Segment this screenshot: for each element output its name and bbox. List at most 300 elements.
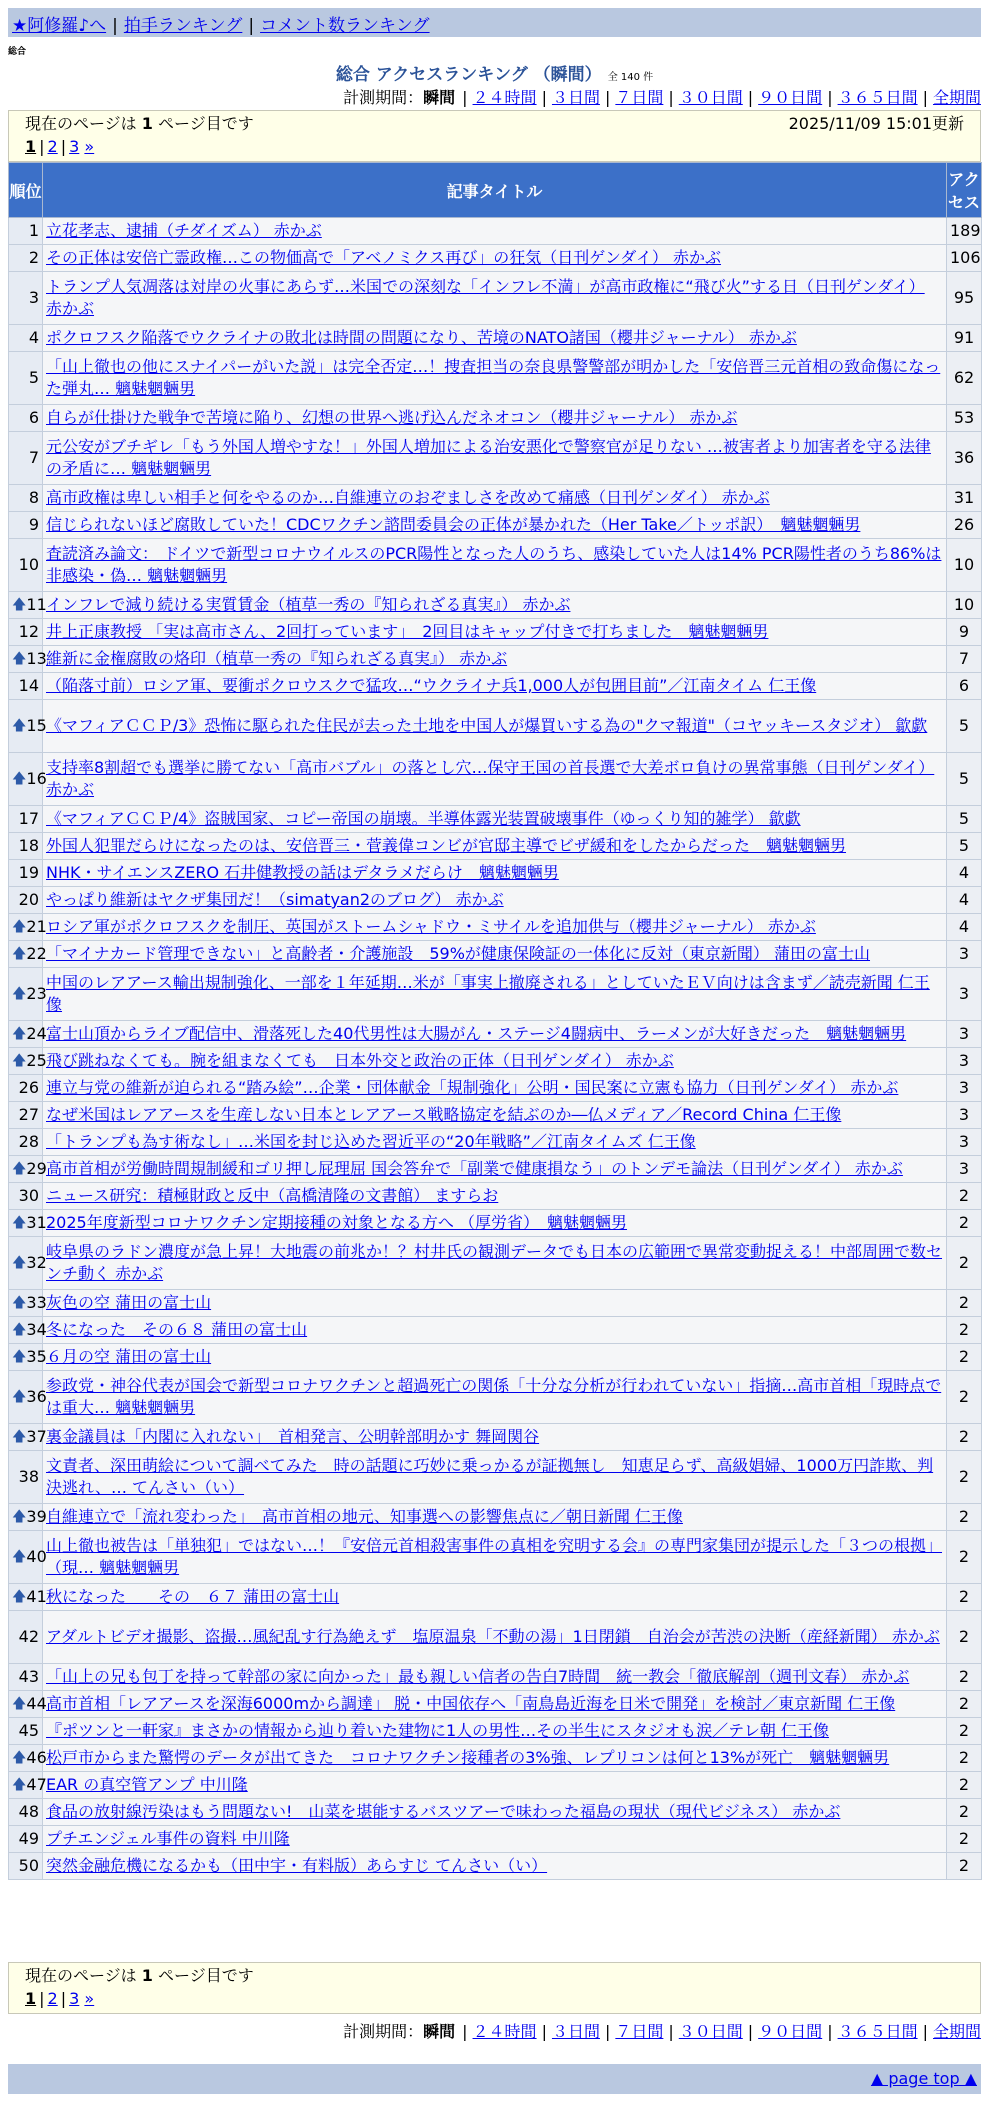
article-title-link[interactable]: 突然金融危機になるかも（田中宇・有料版）あらすじ てんさい（い） (46, 1856, 548, 1875)
rank-up-arrow-icon: 🡅 (12, 986, 27, 1002)
period-link[interactable]: ３０日間 (678, 88, 743, 107)
access-count: 2 (947, 1853, 982, 1880)
title-cell (43, 1371, 947, 1424)
article-title-link[interactable]: （陥落寸前）ロシア軍、要衝ポクロウスクで猛攻…“ウクライナ兵1,000人が包囲目前”／江南タイム 仁王像 (46, 676, 817, 695)
article-title-link[interactable]: 信じられないほど腐敗していた！CDCワクチン諮問委員会の正体が暴かれた（Her Take／トッポ訳） 魑魅魍魎男 (46, 515, 861, 534)
page-status-prefix: 現在のページは (25, 114, 142, 133)
article-title-link[interactable]: 《マフィアＣＣＰ/4》盗賊国家、コピー帝国の崩壊。半導体露光装置破壊事件（ゆっくり知的雑学） 歙歔 (46, 809, 801, 828)
rank-column-header: 順位 (9, 163, 43, 218)
access-count: 95 (947, 272, 982, 325)
table-row (9, 218, 982, 245)
title-cell (43, 1021, 947, 1048)
access-count: 2 (947, 1772, 982, 1799)
article-title-link[interactable]: 査読済み論文： ドイツで新型コロナウイルスのPCR陽性となった人のうち、感染していた人は14% PCR陽性者のうち86%は非感染・偽… 魑魅魍魎男 (46, 544, 942, 585)
rank-cell (9, 1237, 47, 1290)
access-count: 2 (947, 1424, 982, 1451)
access-count: 2 (947, 1504, 982, 1531)
rank-cell (9, 1826, 43, 1853)
rank-number: 3 (28, 288, 39, 307)
separator: | (827, 88, 833, 107)
rank-number: 24 (26, 1024, 47, 1043)
rank-up-arrow-icon: 🡅 (12, 1255, 27, 1271)
rank-number: 32 (26, 1253, 47, 1272)
access-count: 2 (947, 1237, 982, 1290)
title-cell (43, 887, 947, 914)
access-count: 5 (947, 806, 982, 833)
rank-cell (9, 833, 43, 860)
separator: | (922, 2022, 928, 2041)
article-title-link[interactable]: ６月の空 蒲田の富士山 (46, 1347, 212, 1366)
article-title-link[interactable]: 高市首相「レアアースを深海6000mから調達」 脱・中国依存へ「南鳥島近海を日米で開発」を検討／東京新聞 仁王像 (46, 1694, 896, 1713)
period-current: 瞬間 (423, 2022, 456, 2041)
rank-cell (9, 539, 43, 592)
rank-up-arrow-icon: 🡅 (12, 718, 27, 734)
rank-up-arrow-icon: 🡅 (12, 1349, 27, 1365)
next-page-link[interactable]: » (84, 137, 95, 156)
page-status (25, 1965, 964, 1987)
title-cell (43, 539, 947, 592)
rank-number: 39 (26, 1507, 47, 1526)
rank-cell (9, 352, 43, 405)
rank-number: 40 (26, 1547, 47, 1566)
article-title-link[interactable]: なぜ米国はレアアースを生産しない日本とレアアース戦略協定を結ぶのか―仏メディア／Record China 仁王像 (46, 1105, 842, 1124)
article-title-link[interactable]: 「山上徹也の他にスナイパーがいた説」は完全否定…！捜査担当の奈良県警警部が明かした「安倍晋三元首相の致命傷になった弾丸… 魑魅魍魎男 (46, 357, 941, 398)
rank-cell (9, 1691, 47, 1718)
title-cell (43, 1826, 947, 1853)
home-link[interactable]: ★阿修羅♪へ (12, 16, 107, 36)
title-cell (43, 1718, 947, 1745)
access-count: 53 (947, 405, 982, 432)
rank-number: 33 (26, 1293, 47, 1312)
title-cell (43, 1531, 947, 1584)
rank-cell (9, 941, 47, 968)
access-count: 2 (947, 1718, 982, 1745)
rank-number: 12 (18, 622, 39, 641)
rank-cell (9, 1156, 47, 1183)
page-status-number: 1 (141, 1966, 153, 1985)
title-column-header: 記事タイトル (43, 163, 947, 218)
rank-cell (9, 1611, 43, 1664)
title-cell (43, 1317, 947, 1344)
title-cell (43, 1584, 947, 1611)
rank-cell (9, 1210, 47, 1237)
comment-ranking-link[interactable]: コメント数ランキング (260, 16, 430, 36)
period-link[interactable]: ３日間 (551, 2022, 600, 2041)
rank-cell (9, 1102, 43, 1129)
article-title-link[interactable]: その正体は安倍亡霊政権…この物価高で「アベノミクス再び」の狂気（日刊ゲンダイ） 赤かぶ (46, 248, 722, 267)
article-title-link[interactable]: 立花孝志、逮捕（チダイズム） 赤かぶ (46, 221, 322, 240)
title-cell (43, 941, 947, 968)
rank-number: 16 (26, 769, 47, 788)
article-title-link[interactable]: 元公安がブチギレ「もう外国人増やすな！」外国人増加による治安悪化で警察官が足りない …被害者より加害者を守る法律の矛盾に… 魑魅魍魎男 (46, 437, 931, 478)
access-count: 91 (947, 325, 982, 352)
ranking-title: 総合 アクセスランキング （瞬間） (335, 65, 602, 85)
table-row (9, 539, 982, 592)
access-count: 2 (947, 1584, 982, 1611)
article-title-link[interactable]: 2025年度新型コロナワクチン定期接種の対象となる方へ （厚労省） 魑魅魍魎男 (46, 1213, 628, 1232)
rank-cell (9, 485, 43, 512)
article-title-link[interactable]: 高市政権は卑しい相手と何をやるのか…自維連立のおぞましさを改めて痛感（日刊ゲンダイ） 赤かぶ (46, 488, 770, 507)
article-title-link[interactable]: 支持率8割超でも選挙に勝てない「高市バブル」の落とし穴…保守王国の首長選で大差ボロ負けの異常事態（日刊ゲンダイ） 赤かぶ (46, 758, 935, 799)
table-row (9, 806, 982, 833)
article-title-link[interactable]: 灰色の空 蒲田の富士山 (46, 1293, 212, 1312)
table-row (9, 1021, 982, 1048)
rank-number: 38 (18, 1467, 39, 1486)
table-row (9, 1237, 982, 1290)
article-title-link[interactable]: 《マフィアＣＣＰ/3》恐怖に駆られた住民が去った土地を中国人が爆買いする為の"クマ報道"（コヤッキースタジオ） 歙歔 (46, 716, 928, 735)
separator: | (604, 88, 611, 107)
article-title-link[interactable]: ロシア軍がポクロフスクを制圧、英国がストームシャドウ・ミサイルを追加供与（櫻井ジャーナル） 赤かぶ (46, 917, 816, 936)
article-title-link[interactable]: インフレで減り続ける実質賃金（植草一秀の『知られざる真実』） 赤かぶ (46, 595, 571, 614)
table-row (9, 1156, 982, 1183)
rank-cell (9, 1075, 43, 1102)
access-count: 2 (947, 1826, 982, 1853)
rank-cell (9, 1504, 47, 1531)
access-count: 2 (947, 1371, 982, 1424)
period-link[interactable]: ２４時間 (472, 2022, 537, 2041)
article-title-link[interactable]: 岐阜県のラドン濃度が急上昇！大地震の前兆か！？村井氏の観測データでも日本の広範囲で異常変動捉える！中部周囲で数センチ動く 赤かぶ (46, 1242, 943, 1283)
access-count: 3 (947, 1021, 982, 1048)
ranking-table (8, 162, 982, 1880)
rank-cell (9, 1290, 47, 1317)
rank-cell (9, 1021, 47, 1048)
access-count: 5 (947, 753, 982, 806)
rank-cell (9, 245, 43, 272)
rank-up-arrow-icon: 🡅 (12, 1509, 27, 1525)
access-count: 3 (947, 1102, 982, 1129)
separator: | (462, 88, 468, 107)
table-row (9, 1718, 982, 1745)
title-cell (43, 1210, 947, 1237)
period-link[interactable]: ２４時間 (472, 88, 537, 107)
rank-cell (9, 1317, 47, 1344)
rank-cell (9, 218, 43, 245)
period-link[interactable]: 全期間 (932, 2022, 981, 2041)
table-row (9, 1531, 982, 1584)
rank-cell (9, 1718, 43, 1745)
access-count: 26 (947, 512, 982, 539)
rank-up-arrow-icon: 🡅 (12, 1026, 27, 1042)
title-cell (43, 1183, 947, 1210)
period-link[interactable]: ７日間 (615, 2022, 664, 2041)
access-count: 36 (947, 432, 982, 485)
separator: | (462, 2022, 468, 2041)
title-cell (43, 860, 947, 887)
category-label: 総合 (8, 47, 27, 57)
article-title-link[interactable]: 参政党・神谷代表が国会で新型コロナワクチンと超過死亡の関係「十分な分析が行われていない」指摘…高市首相「現時点では重大… 魑魅魍魎男 (46, 1376, 942, 1417)
table-row (9, 1853, 982, 1880)
rank-up-arrow-icon: 🡅 (12, 1053, 27, 1069)
article-title-link[interactable]: 秋になった その ６７ 蒲田の富士山 (46, 1587, 340, 1606)
rank-number: 7 (28, 448, 39, 467)
rank-number: 30 (18, 1186, 39, 1205)
table-row (9, 1424, 982, 1451)
title-cell (43, 592, 947, 619)
article-title-link[interactable]: 食品の放射線汚染はもう問題ない! 山菜を堪能するバスツアーで味わった福島の現状（現代ビジネス） 赤かぶ (46, 1802, 841, 1821)
rank-number: 17 (18, 809, 39, 828)
rank-cell (9, 806, 43, 833)
table-row (9, 1290, 982, 1317)
separator: | (922, 88, 928, 107)
rank-up-arrow-icon: 🡅 (12, 1696, 27, 1712)
article-title-link[interactable]: 外国人犯罪だらけになったのは、安倍晋三・菅義偉コンビが官邸主導でビザ緩和をしたからだった 魑魅魍魎男 (46, 836, 847, 855)
table-row (9, 432, 982, 485)
access-count: 2 (947, 1317, 982, 1344)
rank-cell (9, 1853, 43, 1880)
table-row (9, 1584, 982, 1611)
period-link[interactable]: ３６５日間 (837, 88, 918, 107)
title-cell (43, 432, 947, 485)
title-cell (43, 1075, 947, 1102)
period-link[interactable]: ９０日間 (758, 2022, 823, 2041)
rank-number: 1 (28, 221, 39, 240)
article-title-link[interactable]: 中国のレアアース輸出規制強化、一部を１年延期…米が「事実上撤廃される」としていたＥＶ向けは含まず／読売新聞 仁王像 (46, 973, 930, 1014)
access-count: 4 (947, 887, 982, 914)
title-cell (43, 1504, 947, 1531)
title-cell (43, 914, 947, 941)
access-count: 4 (947, 914, 982, 941)
separator: | (668, 88, 674, 107)
article-title-link[interactable]: 維新に金権腐敗の烙印（植草一秀の『知られざる真実』） 赤かぶ (46, 649, 508, 668)
rank-cell (9, 753, 47, 806)
rank-up-arrow-icon: 🡅 (12, 1777, 27, 1793)
current-page: 1 (25, 137, 37, 156)
article-title-link[interactable]: トランプ人気凋落は対岸の火事にあらず…米国での深刻な「インフレ不満」が高市政権に“飛び火”する日（日刊ゲンダイ） 赤かぶ (46, 277, 925, 318)
rank-number: 44 (26, 1694, 47, 1713)
rank-cell (9, 1745, 47, 1772)
table-row (9, 887, 982, 914)
title-cell (43, 619, 947, 646)
title-cell (43, 325, 947, 352)
rank-cell (9, 887, 43, 914)
title-cell (43, 968, 947, 1021)
article-title-link[interactable]: 文責者、深田萌絵について調べてみた 時の話題に巧妙に乗っかるが証拠無し 知恵足らず、高級娼婦、1000万円詐欺、判決逃れ、… てんさい（い） (46, 1456, 934, 1497)
period-link[interactable]: ３０日間 (678, 2022, 743, 2041)
table-row (9, 405, 982, 432)
access-count: 31 (947, 485, 982, 512)
article-title-link[interactable]: 山上徹也被告は「単独犯」ではない…！『安倍元首相殺害事件の真相を究明する会』の専門家集団が提示した「３つの根拠」（現… 魑魅魍魎男 (46, 1536, 943, 1577)
table-row (9, 673, 982, 700)
footer-bar (8, 2064, 981, 2094)
updated-timestamp: 2025/11/09 15:01更新 (788, 114, 964, 133)
rank-cell (9, 1584, 47, 1611)
page-top-link[interactable]: ▲ page top ▲ (870, 2069, 977, 2088)
separator: | (827, 2022, 833, 2041)
rank-number: 27 (18, 1105, 39, 1124)
access-count: 2 (947, 1344, 982, 1371)
article-title-link[interactable]: ニュース研究：積極財政と反中（高橋清隆の文書館） ますらお (46, 1186, 499, 1205)
page-link[interactable]: 2 (47, 1989, 58, 2008)
table-row (9, 1451, 982, 1504)
separator: | (60, 137, 67, 156)
page-link[interactable]: 3 (69, 137, 80, 156)
table-row (9, 619, 982, 646)
access-count: 2 (947, 1611, 982, 1664)
access-count: 2 (947, 1183, 982, 1210)
access-count: 10 (947, 539, 982, 592)
article-title-link[interactable]: やっぱり維新はヤクザ集団だ！（simatyan2のブログ） 赤かぶ (46, 890, 504, 909)
article-title-link[interactable]: 裏金議員は「内閣に入れない」 首相発言、公明幹部明かす 舞岡関谷 (46, 1427, 540, 1446)
table-row (9, 1664, 982, 1691)
title-cell (43, 1799, 947, 1826)
rank-number: 49 (18, 1829, 39, 1848)
access-count: 3 (947, 968, 982, 1021)
rank-number: 23 (26, 984, 47, 1003)
applause-ranking-link[interactable]: 拍手ランキング (123, 16, 243, 36)
rank-number: 15 (26, 716, 47, 735)
separator: | (541, 2022, 547, 2041)
title-cell (43, 1290, 947, 1317)
article-title-link[interactable]: 「山上の兄も包丁を持って幹部の家に向かった」最も親しい信者の告白7時間 統一教会「徹底解剖（週刊文春） 赤かぶ (46, 1667, 910, 1686)
title-cell (43, 673, 947, 700)
title-cell (43, 646, 947, 673)
rank-number: 9 (28, 515, 39, 534)
access-count: 7 (947, 646, 982, 673)
access-count: 3 (947, 1048, 982, 1075)
page-title (8, 60, 981, 85)
article-title-link[interactable]: 自らが仕掛けた戦争で苦境に陥り、幻想の世界へ逃げ込んだネオコン（櫻井ジャーナル） 赤かぶ (46, 408, 738, 427)
table-row (9, 1772, 982, 1799)
rank-cell (9, 646, 47, 673)
article-title-link[interactable]: 冬になった その６８ 蒲田の富士山 (46, 1320, 308, 1339)
rank-cell (9, 619, 43, 646)
period-label: 計測期間： (343, 88, 424, 107)
rank-number: 35 (26, 1347, 47, 1366)
table-row (9, 833, 982, 860)
page-status-suffix: ページ目です (152, 1966, 254, 1985)
article-title-link[interactable]: 飛び跳ねなくても。腕を組まなくても 日本外交と政治の正体（日刊ゲンダイ） 赤かぶ (46, 1051, 674, 1070)
access-count: 2 (947, 1745, 982, 1772)
access-count: 3 (947, 1156, 982, 1183)
table-row (9, 352, 982, 405)
rank-cell (9, 673, 43, 700)
article-title-link[interactable]: 井上正康教授 「実は高市さん、2回打っています」 2回目はキャップ付きで打ちました 魑魅魍魎男 (46, 622, 769, 641)
period-link[interactable]: ７日間 (615, 88, 664, 107)
table-row (9, 1826, 982, 1853)
period-link[interactable]: ９０日間 (758, 88, 823, 107)
total-count: 全 140 件 (607, 72, 654, 83)
table-row (9, 1210, 982, 1237)
article-title-link[interactable]: EAR の真空管アンプ 中川隆 (46, 1775, 248, 1794)
rank-number: 10 (18, 555, 39, 574)
access-count: 2 (947, 1290, 982, 1317)
article-title-link[interactable]: 『ポツンと一軒家』まさかの情報から辿り着いた建物に1人の男性…その半生にスタジオも涙／テレ朝 仁王像 (46, 1721, 829, 1740)
article-title-link[interactable]: 松戸市からまた驚愕のデータが出てきた コロナワクチン接種者の3%強、レプリコンは何と13%が死亡 魑魅魍魎男 (46, 1748, 890, 1767)
rank-cell (9, 1451, 43, 1504)
pagination-top (25, 135, 964, 159)
period-link[interactable]: ３日間 (551, 88, 600, 107)
rank-up-arrow-icon: 🡅 (12, 1750, 27, 1766)
rank-number: 6 (28, 408, 39, 427)
table-row (9, 1344, 982, 1371)
article-title-link[interactable]: 高市首相が労働時間規制緩和ゴリ押し屁理屈 国会答弁で「副業で健康損なう」のトンデモ論法（日刊ゲンダイ） 赤かぶ (46, 1159, 903, 1178)
page-link[interactable]: 3 (69, 1989, 80, 2008)
rank-number: 45 (18, 1721, 39, 1740)
separator: | (39, 137, 45, 156)
separator: | (747, 2022, 754, 2041)
rank-cell (9, 272, 43, 325)
rank-cell (9, 1371, 47, 1424)
article-title-link[interactable]: プチエンジェル事件の資料 中川隆 (46, 1829, 290, 1848)
rank-number: 20 (18, 890, 39, 909)
table-row (9, 1745, 982, 1772)
title-cell (43, 1611, 947, 1664)
period-link[interactable]: ３６５日間 (837, 2022, 918, 2041)
rank-number: 29 (26, 1159, 47, 1178)
rank-number: 18 (18, 836, 39, 855)
rank-number: 41 (26, 1587, 47, 1606)
access-count: 2 (947, 1691, 982, 1718)
rank-cell (9, 325, 43, 352)
title-cell (43, 1237, 947, 1290)
rank-number: 19 (18, 863, 39, 882)
rank-cell (9, 1129, 43, 1156)
table-row (9, 646, 982, 673)
page-link[interactable]: 2 (47, 137, 58, 156)
title-cell (43, 245, 947, 272)
period-selector-top (8, 86, 981, 110)
table-row (9, 245, 982, 272)
title-cell (43, 1691, 947, 1718)
article-title-link[interactable]: アダルトビデオ撮影、盗撮…風紀乱す行為絶えず 塩原温泉「不動の湯」1日閉鎖 自治会が苦渋の決断（産経新聞） 赤かぶ (46, 1627, 940, 1646)
rank-up-arrow-icon: 🡅 (12, 919, 27, 935)
rank-up-arrow-icon: 🡅 (12, 1549, 27, 1565)
article-title-link[interactable]: ポクロフスク陥落でウクライナの敗北は時間の問題になり、苦境のNATO諸国（櫻井ジャーナル） 赤かぶ (46, 328, 797, 347)
title-cell (43, 1048, 947, 1075)
rank-up-arrow-icon: 🡅 (12, 1295, 27, 1311)
table-row (9, 1504, 982, 1531)
access-count: 5 (947, 833, 982, 860)
access-count: 3 (947, 941, 982, 968)
table-row (9, 1371, 982, 1424)
table-row (9, 325, 982, 352)
rank-number: 11 (26, 595, 47, 614)
rank-cell (9, 700, 47, 753)
paging-box-bottom (8, 1962, 981, 2014)
rank-number: 28 (18, 1132, 39, 1151)
separator: | (747, 88, 754, 107)
separator: | (60, 1989, 67, 2008)
table-row (9, 941, 982, 968)
title-cell (43, 753, 947, 806)
next-page-link[interactable]: » (84, 1989, 95, 2008)
table-row (9, 753, 982, 806)
article-title-link[interactable]: 「マイナカード管理できない」と高齢者・介護施設 59%が健康保険証の一体化に反対（東京新聞） 蒲田の富士山 (46, 944, 871, 963)
current-page: 1 (25, 1989, 37, 2008)
article-title-link[interactable]: NHK・サイエンスZERO 石井健教授の話はデタラメだらけ 魑魅魍魎男 (46, 863, 559, 882)
rank-number: 37 (26, 1427, 47, 1446)
article-title-link[interactable]: 「トランプも為す術なし」…米国を封じ込めた習近平の“20年戦略”／江南タイムズ 仁王像 (46, 1132, 696, 1151)
rank-number: 31 (26, 1213, 47, 1232)
access-count: 2 (947, 1664, 982, 1691)
access-count: 2 (947, 1451, 982, 1504)
table-row (9, 1691, 982, 1718)
title-cell (43, 1344, 947, 1371)
rank-number: 48 (18, 1802, 39, 1821)
article-title-link[interactable]: 連立与党の維新が迫られる“踏み絵”…企業・団体献金「規制強化」公明・国民案に立憲も協力（日刊ゲンダイ） 赤かぶ (46, 1078, 899, 1097)
period-link[interactable]: 全期間 (932, 88, 981, 107)
separator: | (39, 1989, 45, 2008)
table-row (9, 1048, 982, 1075)
rank-number: 21 (26, 917, 47, 936)
rank-cell (9, 432, 43, 485)
article-title-link[interactable]: 自維連立で「流れ変わった」 高市首相の地元、知事選への影響焦点に／朝日新聞 仁王像 (46, 1507, 683, 1526)
title-cell (43, 512, 947, 539)
separator: | (668, 2022, 674, 2041)
rank-cell (9, 914, 47, 941)
page-status-suffix: ページ目です (152, 114, 254, 133)
article-title-link[interactable]: 富士山頂からライブ配信中、滑落死した40代男性は大腸がん・ステージ4闘病中、ラーメンが大好きだった 魑魅魍魎男 (46, 1024, 907, 1043)
